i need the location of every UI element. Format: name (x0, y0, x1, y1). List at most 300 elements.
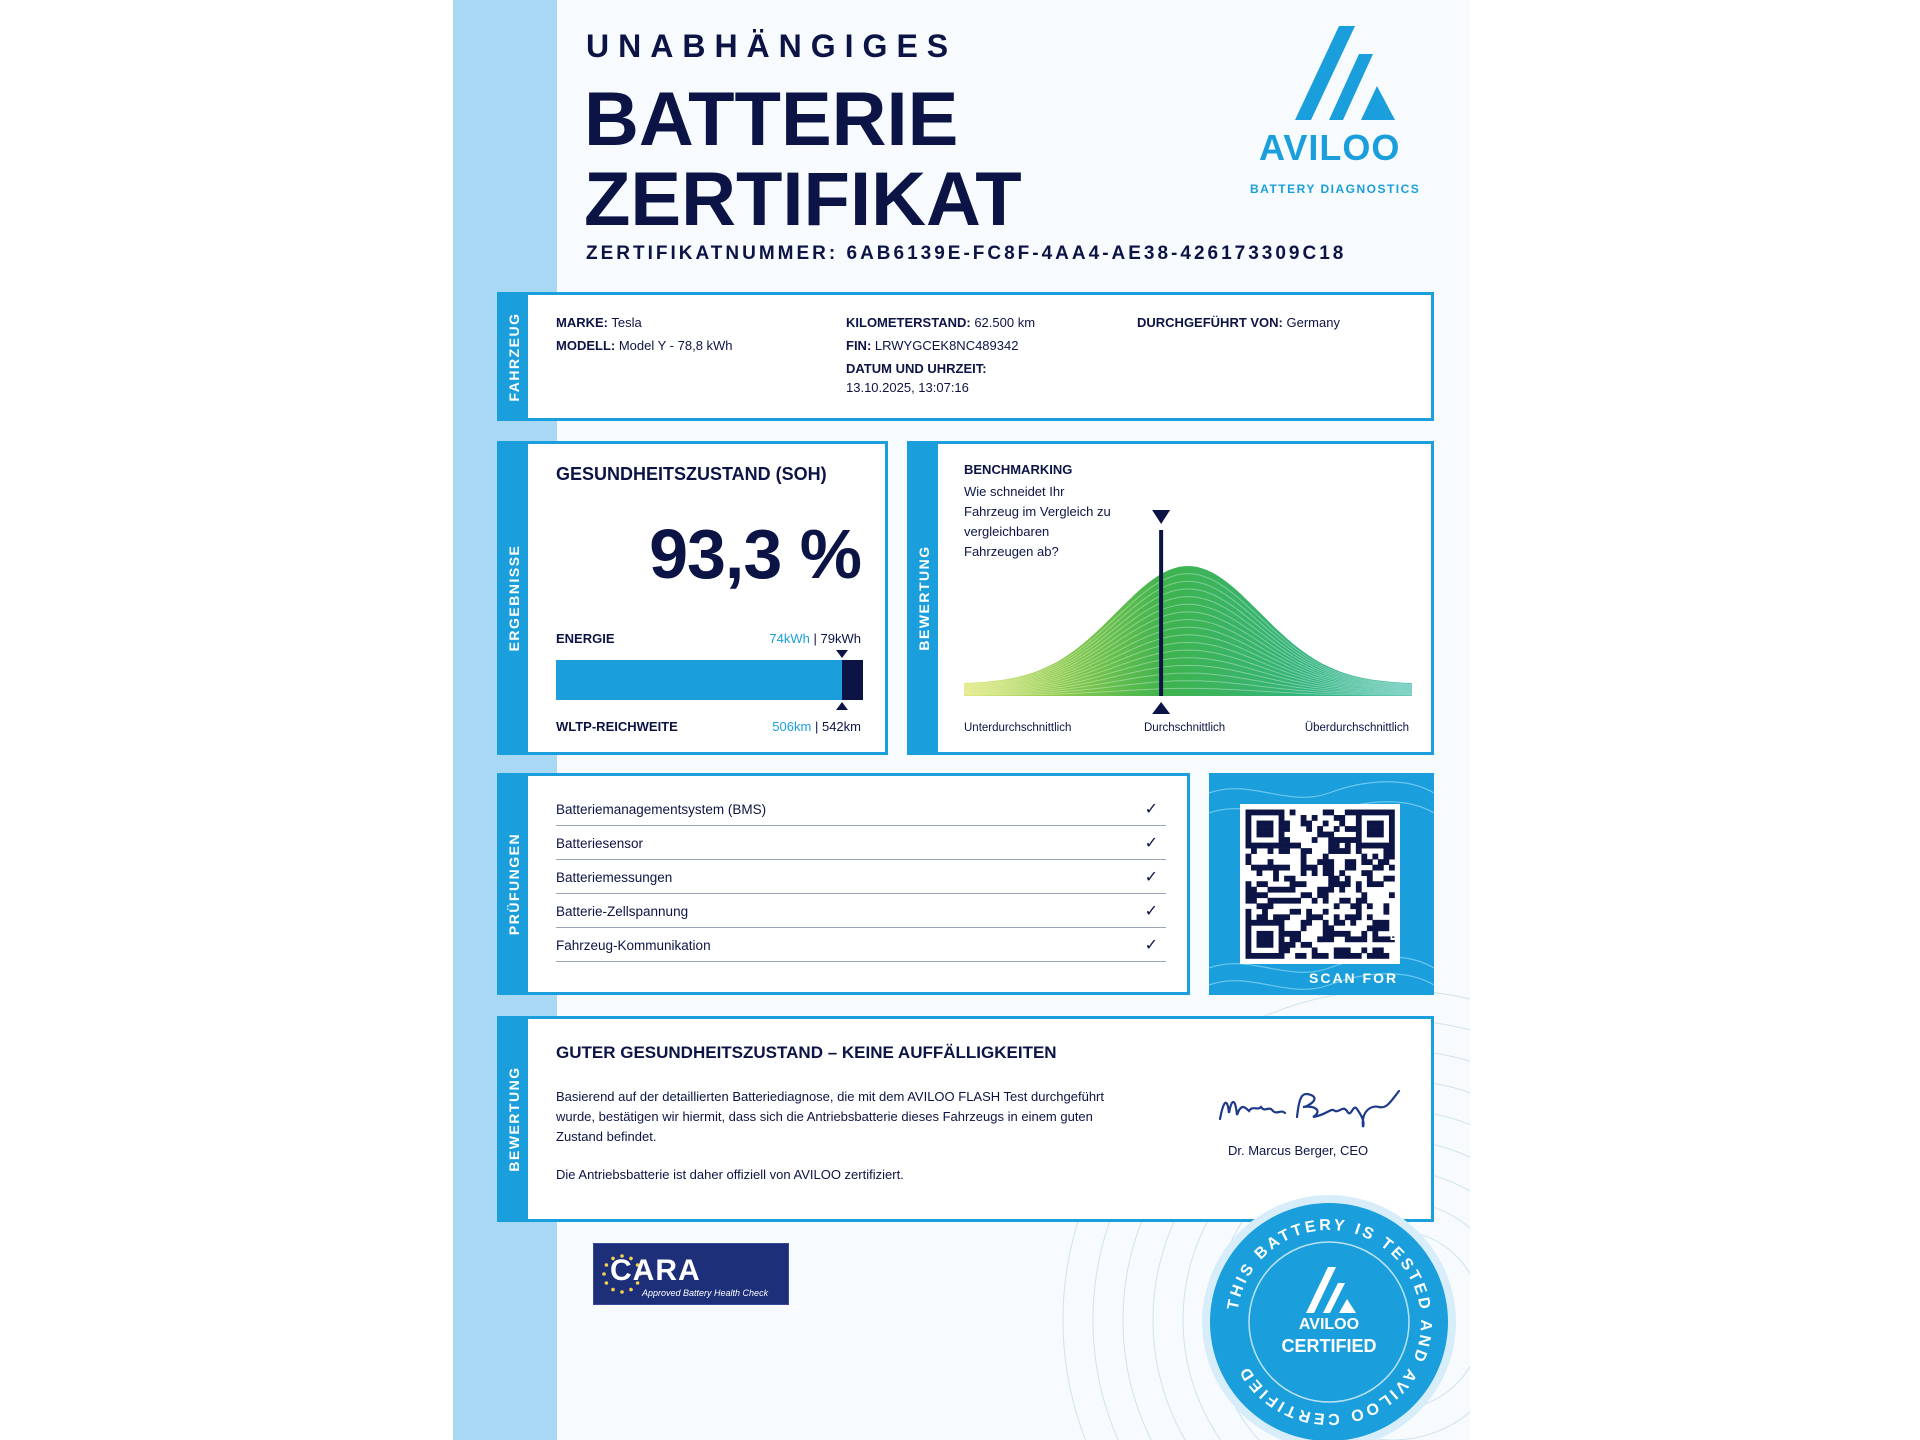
certificate-page (453, 0, 1470, 1440)
qr-module (1328, 936, 1334, 942)
qr-module (1301, 942, 1307, 948)
qr-module (1334, 848, 1340, 854)
qr-module (1246, 826, 1252, 832)
soh-label: GESUNDHEITSZUSTAND (SOH) (556, 464, 827, 484)
qr-module (1257, 810, 1263, 816)
qr-module (1279, 821, 1285, 827)
vehicle-marker-bottom (1152, 702, 1170, 714)
qr-module (1356, 953, 1362, 959)
qr-module (1372, 947, 1378, 953)
qr-module (1246, 914, 1252, 920)
qr-module (1361, 843, 1367, 849)
qr-module (1312, 953, 1318, 959)
qr-module (1306, 914, 1312, 920)
qr-module (1295, 909, 1301, 915)
qr-module (1295, 936, 1301, 942)
qr-module (1273, 810, 1279, 816)
qr-module (1268, 848, 1274, 854)
qr-module (1356, 936, 1362, 942)
signature-name: Dr. Marcus Berger, CEO (1228, 1143, 1369, 1158)
qr-module (1367, 870, 1373, 876)
qr-module (1284, 947, 1290, 953)
qr-module (1345, 947, 1351, 953)
qr-module (1273, 870, 1279, 876)
qr-module (1268, 826, 1274, 832)
qr-module (1317, 892, 1323, 898)
qr-module (1361, 810, 1367, 816)
checkmark-icon: ✓ (1144, 801, 1158, 818)
qr-module (1284, 865, 1290, 871)
qr-module (1279, 810, 1285, 816)
qr-module (1251, 898, 1257, 904)
qr-module (1389, 821, 1395, 827)
benchmark-tab: BEWERTUNG (910, 444, 938, 752)
qr-module (1372, 953, 1378, 959)
qr-module (1268, 936, 1274, 942)
qr-module (1350, 810, 1356, 816)
qr-module (1257, 832, 1263, 838)
qr-module (1350, 826, 1356, 832)
benchmark-chart (964, 500, 1412, 730)
qr-module (1372, 810, 1378, 816)
qr-module (1383, 854, 1389, 860)
qr-module (1323, 832, 1329, 838)
qr-module (1262, 931, 1268, 937)
qr-module (1345, 843, 1351, 849)
range-nominal: 542km (821, 719, 861, 734)
qr-module (1372, 854, 1378, 860)
seal-ring-text: THIS BATTERY IS TESTED AND AVILOO CERTIFIED (1224, 1216, 1435, 1428)
qr-module (1367, 876, 1373, 882)
qr-module (1383, 810, 1389, 816)
title-line-2: ZERTIFIKAT (584, 157, 1022, 242)
qr-module (1323, 920, 1329, 926)
qr-module (1350, 903, 1356, 909)
qr-module (1339, 953, 1345, 959)
qr-module (1361, 859, 1367, 865)
qr-module (1246, 887, 1252, 893)
vin-line: FIN: LRWYGCEK8NC489342 (846, 338, 1019, 353)
bar-marker-top (836, 650, 848, 658)
certificate-label: ZERTIFIKATNUMMER: (586, 243, 839, 264)
qr-module (1246, 843, 1252, 849)
mileage-value: 62.500 km (974, 315, 1036, 330)
qr-module (1295, 953, 1301, 959)
assessment-statement: Die Antriebsbatterie ist daher offiziell von AVILOO zertifiziert. (556, 1167, 904, 1182)
range-values: 506km | 542km (772, 719, 861, 734)
qr-module (1328, 881, 1334, 887)
qr-module (1301, 859, 1307, 865)
qr-module (1350, 920, 1356, 926)
qr-module (1372, 881, 1378, 887)
qr-module (1323, 953, 1329, 959)
qr-module (1356, 815, 1362, 821)
qr-module (1378, 843, 1384, 849)
qr-module (1279, 865, 1285, 871)
qr-module (1284, 826, 1290, 832)
qr-module (1334, 914, 1340, 920)
qr-module (1257, 953, 1263, 959)
qr-module (1334, 876, 1340, 882)
qr-module (1251, 848, 1257, 854)
qr-module (1251, 843, 1257, 849)
check-item: Batteriesensor ✓ (556, 827, 1166, 860)
qr-module (1279, 953, 1285, 959)
qr-module (1317, 887, 1323, 893)
qr-module (1301, 815, 1307, 821)
qr-module (1246, 909, 1252, 915)
qr-module (1334, 815, 1340, 821)
qr-module (1367, 953, 1373, 959)
qr-module (1328, 931, 1334, 937)
qr-module (1356, 881, 1362, 887)
qr-module (1312, 914, 1318, 920)
qr-module (1262, 821, 1268, 827)
label-below-average: Unterdurchschnittlich (964, 722, 1072, 734)
vehicle-box (497, 292, 1434, 421)
qr-module (1323, 810, 1329, 816)
check-item: Batteriemanagementsystem (BMS) ✓ (556, 793, 1166, 826)
qr-module (1257, 942, 1263, 948)
qr-module (1378, 953, 1384, 959)
qr-module (1284, 942, 1290, 948)
energy-current: 74kWh (769, 631, 810, 646)
checkmark-icon: ✓ (1144, 903, 1158, 920)
assessment-tab: BEWERTUNG (500, 1019, 528, 1219)
qr-module (1367, 859, 1373, 865)
qr-module (1279, 920, 1285, 926)
qr-module (1378, 925, 1384, 931)
qr-module (1268, 865, 1274, 871)
qr-module (1378, 947, 1384, 953)
qr-module (1323, 854, 1329, 860)
check-item: Batterie-Zellspannung ✓ (556, 895, 1166, 928)
qr-module (1284, 898, 1290, 904)
qr-module (1378, 826, 1384, 832)
qr-module (1350, 865, 1356, 871)
qr-module (1367, 903, 1373, 909)
qr-module (1378, 865, 1384, 871)
assessment-box (497, 1016, 1434, 1222)
soh-value: 93,3 % (649, 515, 861, 593)
qr-module (1268, 887, 1274, 893)
check-item: Batteriemessungen ✓ (556, 861, 1166, 894)
brand-value: Tesla (611, 315, 642, 330)
seal-logo-icon (1306, 1267, 1356, 1313)
qr-module (1246, 821, 1252, 827)
label-above-average: Überdurchschnittlich (1304, 722, 1409, 734)
qr-module (1328, 837, 1334, 843)
qr-module (1361, 947, 1367, 953)
title-line-1: BATTERIE (584, 77, 959, 162)
qr-module (1295, 843, 1301, 849)
qr-module (1301, 953, 1307, 959)
qr-module (1290, 936, 1296, 942)
qr-module (1246, 859, 1252, 865)
performed-line: DURCHGEFÜHRT VON: Germany (1137, 315, 1340, 330)
qr-module (1306, 892, 1312, 898)
qr-module (1323, 931, 1329, 937)
qr-module (1345, 859, 1351, 865)
vehicle-marker-top (1152, 510, 1170, 524)
qr-module (1378, 920, 1384, 926)
qr-module (1345, 931, 1351, 937)
qr-module (1317, 832, 1323, 838)
qr-module (1339, 837, 1345, 843)
qr-module (1350, 914, 1356, 920)
qr-module (1262, 810, 1268, 816)
qr-module (1367, 826, 1373, 832)
qr-module (1268, 898, 1274, 904)
qr-module (1284, 914, 1290, 920)
qr-module (1328, 832, 1334, 838)
qr-module (1301, 848, 1307, 854)
qr-module (1268, 810, 1274, 816)
qr-module (1251, 810, 1257, 816)
qr-module (1251, 887, 1257, 893)
qr-module (1246, 942, 1252, 948)
qr-module (1279, 942, 1285, 948)
qr-module (1279, 815, 1285, 821)
qr-module (1323, 870, 1329, 876)
qr-module (1367, 843, 1373, 849)
qr-module (1301, 854, 1307, 860)
qr-module (1301, 892, 1307, 898)
qr-module (1328, 925, 1334, 931)
qr-module (1345, 826, 1351, 832)
qr-module (1257, 914, 1263, 920)
qr-module (1334, 826, 1340, 832)
qr-module (1257, 821, 1263, 827)
qr-module (1257, 931, 1263, 937)
qr-module (1367, 881, 1373, 887)
qr-module (1257, 843, 1263, 849)
qr-module (1356, 832, 1362, 838)
qr-module (1257, 903, 1263, 909)
qr-module (1389, 854, 1395, 860)
qr-module (1334, 953, 1340, 959)
qr-module (1372, 865, 1378, 871)
qr-module (1328, 865, 1334, 871)
qr-module (1279, 898, 1285, 904)
qr-module (1246, 931, 1252, 937)
qr-module (1345, 876, 1351, 882)
qr-module (1350, 936, 1356, 942)
qr-module (1268, 821, 1274, 827)
performed-value: Germany (1286, 315, 1340, 330)
qr-module (1262, 942, 1268, 948)
qr-module (1301, 865, 1307, 871)
benchmark-box (907, 441, 1434, 755)
energy-nominal: 79kWh (820, 631, 861, 646)
qr-module (1367, 821, 1373, 827)
qr-module (1312, 947, 1318, 953)
qr-module (1290, 881, 1296, 887)
qr-module (1339, 931, 1345, 937)
qr-module (1328, 810, 1334, 816)
qr-module (1279, 936, 1285, 942)
qr-module (1246, 892, 1252, 898)
qr-module (1262, 914, 1268, 920)
qr-module (1389, 848, 1395, 854)
qr-module (1279, 843, 1285, 849)
qr-module (1323, 898, 1329, 904)
qr-module (1273, 953, 1279, 959)
qr-module (1257, 826, 1263, 832)
qr-module (1273, 914, 1279, 920)
qr-module (1317, 914, 1323, 920)
datetime-value: 13.10.2025, 13:07:16 (846, 380, 969, 395)
qr-module (1378, 821, 1384, 827)
checks-box (497, 773, 1190, 995)
assessment-headline: GUTER GESUNDHEITSZUSTAND – KEINE AUFFÄLLIGKEITEN (556, 1043, 1057, 1062)
qr-module (1345, 936, 1351, 942)
qr-module (1279, 848, 1285, 854)
qr-module (1246, 810, 1252, 816)
qr-module (1268, 903, 1274, 909)
qr-module (1306, 865, 1312, 871)
qr-module (1279, 837, 1285, 843)
results-box (497, 441, 888, 755)
energy-label: ENERGIE (556, 631, 615, 646)
vin-value: LRWYGCEK8NC489342 (874, 338, 1019, 353)
qr-module (1323, 887, 1329, 893)
qr-module (1367, 832, 1373, 838)
qr-module (1323, 859, 1329, 865)
qr-module (1290, 810, 1296, 816)
qr-module (1356, 909, 1362, 915)
qr-module (1383, 843, 1389, 849)
qr-module (1389, 815, 1395, 821)
qr-module (1301, 821, 1307, 827)
qr-module (1350, 837, 1356, 843)
qr-module (1306, 920, 1312, 926)
qr-module (1246, 925, 1252, 931)
qr-module (1290, 876, 1296, 882)
qr-module (1334, 837, 1340, 843)
benchmark-question: Wie schneidet Ihr Fahrzeug im Vergleich zu vergleichbaren Fahrzeugen ab? (964, 484, 1111, 559)
qr-module (1273, 887, 1279, 893)
qr-module (1246, 920, 1252, 926)
qr-module (1279, 947, 1285, 953)
qr-module (1251, 892, 1257, 898)
qr-module (1356, 821, 1362, 827)
qr-module (1246, 898, 1252, 904)
qr-module (1295, 881, 1301, 887)
qr-module (1345, 865, 1351, 871)
qr-module (1361, 870, 1367, 876)
qr-module (1317, 859, 1323, 865)
qr-module (1345, 881, 1351, 887)
qr-module (1246, 947, 1252, 953)
qr-module (1262, 936, 1268, 942)
qr-module (1356, 826, 1362, 832)
certified-seal (1210, 1203, 1448, 1440)
qr-module (1389, 843, 1395, 849)
qr-module (1361, 936, 1367, 942)
qr-module (1367, 914, 1373, 920)
qr-module (1262, 920, 1268, 926)
qr-module (1306, 909, 1312, 915)
qr-module (1339, 821, 1345, 827)
qr-module (1284, 837, 1290, 843)
checkmark-icon: ✓ (1144, 835, 1158, 852)
qr-module (1339, 898, 1345, 904)
qr-module (1361, 898, 1367, 904)
qr-module (1246, 881, 1252, 887)
qr-module (1356, 903, 1362, 909)
qr-module (1389, 832, 1395, 838)
qr-module (1356, 810, 1362, 816)
qr-module (1257, 865, 1263, 871)
qr-box[interactable] (1209, 773, 1434, 995)
cara-subtitle: Approved Battery Health Check (642, 1288, 769, 1298)
qr-module (1339, 887, 1345, 893)
qr-module (1372, 843, 1378, 849)
qr-module (1284, 931, 1290, 937)
qr-module (1356, 898, 1362, 904)
qr-module (1334, 843, 1340, 849)
qr-module (1323, 925, 1329, 931)
qr-module (1273, 920, 1279, 926)
qr-module (1345, 914, 1351, 920)
qr-module (1246, 936, 1252, 942)
page-title (584, 77, 1022, 242)
qr-code-icon[interactable] (1240, 804, 1400, 964)
model-line: MODELL: Model Y - 78,8 kWh (556, 338, 733, 353)
checkmark-icon: ✓ (1144, 937, 1158, 954)
qr-module (1246, 953, 1252, 959)
qr-module (1262, 865, 1268, 871)
qr-module (1306, 942, 1312, 948)
qr-module (1257, 892, 1263, 898)
qr-module (1279, 914, 1285, 920)
qr-module (1301, 870, 1307, 876)
qr-module (1268, 832, 1274, 838)
qr-module (1262, 881, 1268, 887)
qr-module (1246, 815, 1252, 821)
qr-module (1246, 854, 1252, 860)
check-item: Fahrzeug-Kommunikation ✓ (556, 929, 1166, 962)
qr-module (1301, 881, 1307, 887)
qr-module (1323, 892, 1329, 898)
qr-module (1312, 898, 1318, 904)
qr-module (1312, 870, 1318, 876)
qr-module (1345, 848, 1351, 854)
qr-module (1284, 887, 1290, 893)
range-label: WLTP-REICHWEITE (556, 719, 678, 734)
qr-module (1339, 848, 1345, 854)
qr-module (1328, 843, 1334, 849)
qr-module (1290, 898, 1296, 904)
qr-module (1334, 920, 1340, 926)
qr-module (1334, 903, 1340, 909)
qr-module (1372, 936, 1378, 942)
qr-module (1284, 876, 1290, 882)
energy-bar (556, 650, 863, 718)
qr-module (1328, 887, 1334, 893)
qr-module (1383, 848, 1389, 854)
qr-caption: SCAN FOR (1309, 970, 1399, 986)
aviloo-logo-icon (1281, 24, 1395, 122)
qr-module (1356, 837, 1362, 843)
qr-module (1295, 931, 1301, 937)
qr-module (1361, 854, 1367, 860)
qr-module (1323, 909, 1329, 915)
signature-image (1215, 1081, 1405, 1131)
qr-module (1251, 953, 1257, 959)
range-current: 506km (772, 719, 812, 734)
